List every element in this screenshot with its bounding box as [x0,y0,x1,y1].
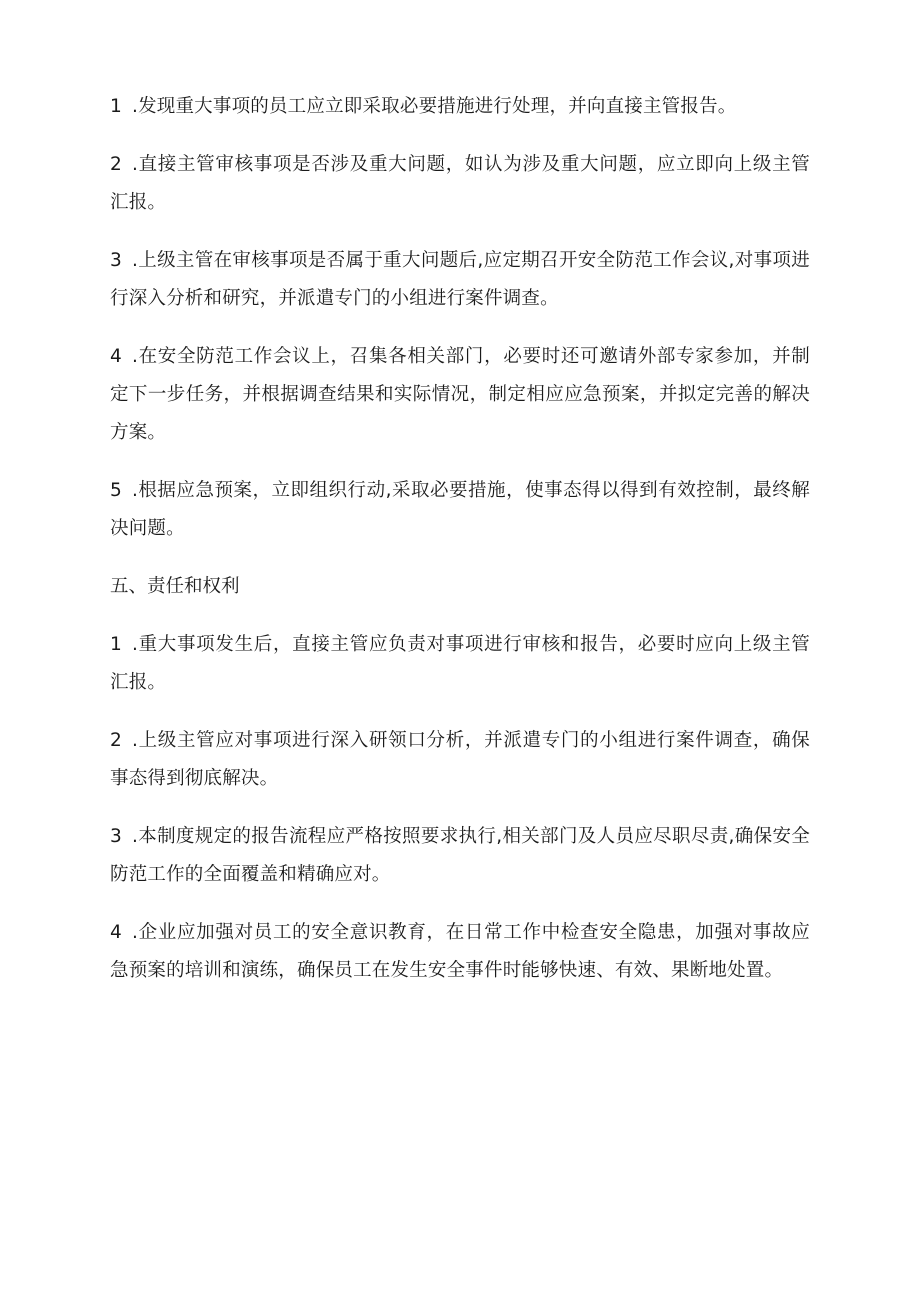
item-number: 2 [110,154,122,175]
responsibility-item-1 [110,626,810,702]
procedure-item-1 [110,88,810,126]
document-page [110,88,810,1010]
item-text: .本制度规定的报告流程应严格按照要求执行,相关部门及人员应尽职尽责,确保安全防范工作的全面覆盖和精确应对。 [110,826,810,885]
item-text: .重大事项发生后，直接主管应负责对事项进行审核和报告，必要时应向上级主管汇报。 [110,634,810,693]
item-text: .企业应加强对员工的安全意识教育，在日常工作中检查安全隐患，加强对事故应急预案的培训和演练，确保员工在发生安全事件时能够快速、有效、果断地处置。 [110,922,810,981]
item-text: .上级主管在审核事项是否属于重大问题后,应定期召开安全防范工作会议,对事项进行深入分析和研究，并派遣专门的小组进行案件调查。 [110,250,810,309]
item-number: 1 [110,634,122,655]
item-text: .在安全防范工作会议上，召集各相关部门，必要时还可邀请外部专家参加，并制定下一步任务，并根据调查结果和实际情况，制定相应应急预案，并拟定完善的解决方案。 [110,346,810,443]
item-number: 2 [110,730,122,751]
item-number: 3 [110,250,122,271]
item-text: .发现重大事项的员工应立即采取必要措施进行处理，并向直接主管报告。 [132,96,737,117]
responsibility-item-3 [110,818,810,894]
procedure-item-5 [110,472,810,548]
responsibility-item-4 [110,914,810,990]
item-number: 4 [110,922,122,943]
section-heading: 五、责任和权利 [110,576,240,597]
item-text: .上级主管应对事项进行深入研领口分析，并派遣专门的小组进行案件调查，确保事态得到彻底解决。 [110,730,810,789]
item-text: .直接主管审核事项是否涉及重大问题，如认为涉及重大问题，应立即向上级主管汇报。 [110,154,810,213]
item-number: 5 [110,480,122,501]
responsibility-item-2 [110,722,810,798]
procedure-item-2 [110,146,810,222]
item-number: 1 [110,96,122,117]
item-number: 3 [110,826,122,847]
procedure-item-4 [110,338,810,452]
procedure-item-3 [110,242,810,318]
item-text: .根据应急预案，立即组织行动,采取必要措施，使事态得以得到有效控制，最终解决问题。 [110,480,810,539]
item-number: 4 [110,346,122,367]
